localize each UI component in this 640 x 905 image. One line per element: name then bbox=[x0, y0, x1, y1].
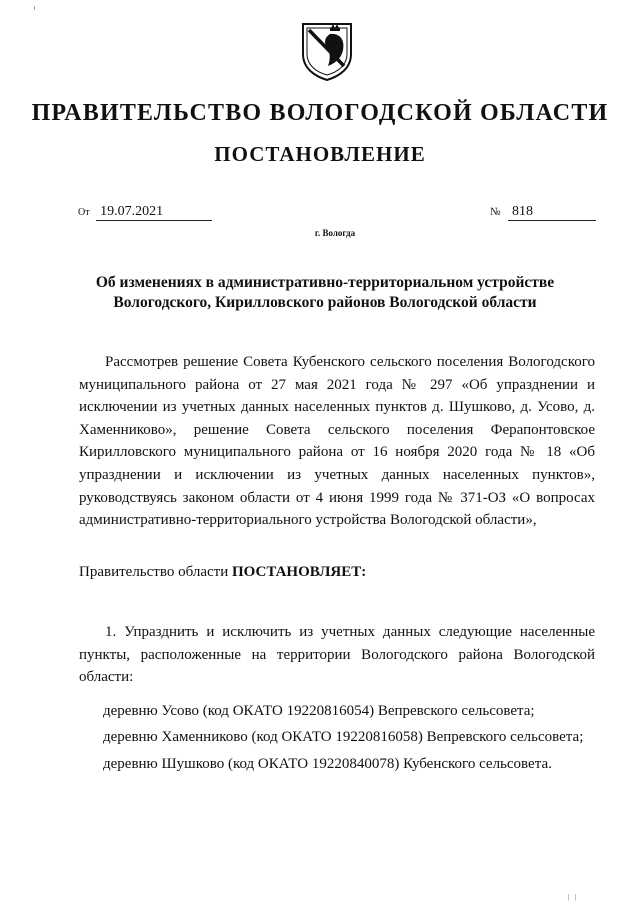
item-1-paragraph: 1. Упразднить и исключить из учетных данных следующие населенные пункты, расположенные на территории Вологодского района Вологодской области: bbox=[79, 624, 595, 686]
village-item: деревню Усово (код ОКАТО 19220816054) Вепревского сельсовета; bbox=[103, 703, 535, 719]
number-label: № bbox=[490, 206, 501, 218]
decree-line bbox=[79, 561, 595, 584]
date-field bbox=[78, 204, 212, 221]
title-line: Об изменениях в административно-территориальном устройстве bbox=[95, 274, 555, 291]
scan-mark bbox=[34, 6, 35, 10]
village-item: деревню Хаменниково (код ОКАТО 19220816058) Вепревского сельсовета; bbox=[103, 729, 584, 745]
date-value: 19.07.2021 bbox=[96, 204, 212, 221]
organization-title: ПРАВИТЕЛЬСТВО ВОЛОГОДСКОЙ ОБЛАСТИ bbox=[31, 100, 609, 126]
city-label: г. Вологда bbox=[314, 228, 356, 238]
preamble-paragraph: Рассмотрев решение Совета Кубенского сельского поселения Вологодского муниципального района от 27 мая 2021 года № 297 «Об упразднении и исключении из учетных данных населенных пунктов д. Шушково, д. Усово, д. Хаменниково», решение Совета сельского поселения Ферапонтовское Кирилловского муниципального района от 16 ноября 2020 года № 18 «Об упразднении и исключении из учетных данных населенных пунктов», руководствуясь законом области от 4 июня 1999 года № 371-ОЗ «О вопросах административно-территориального устройства Вологодской области», bbox=[79, 354, 595, 529]
title-line: Вологодского, Кирилловского районов Вологодской области bbox=[113, 294, 537, 311]
decree-word: ПОСТАНОВЛЯЕТ: bbox=[231, 564, 367, 580]
number-value: 818 bbox=[508, 204, 596, 221]
decree-prefix: Правительство области bbox=[79, 564, 229, 580]
document-type: ПОСТАНОВЛЕНИЕ bbox=[214, 142, 426, 166]
village-item: деревню Шушково (код ОКАТО 19220840078) Кубенского сельсовета. bbox=[103, 756, 552, 772]
scan-mark: | | bbox=[568, 893, 579, 901]
number-field bbox=[490, 204, 596, 221]
coat-of-arms-icon bbox=[300, 20, 354, 82]
document-title bbox=[90, 273, 560, 313]
date-label: От bbox=[78, 207, 90, 218]
